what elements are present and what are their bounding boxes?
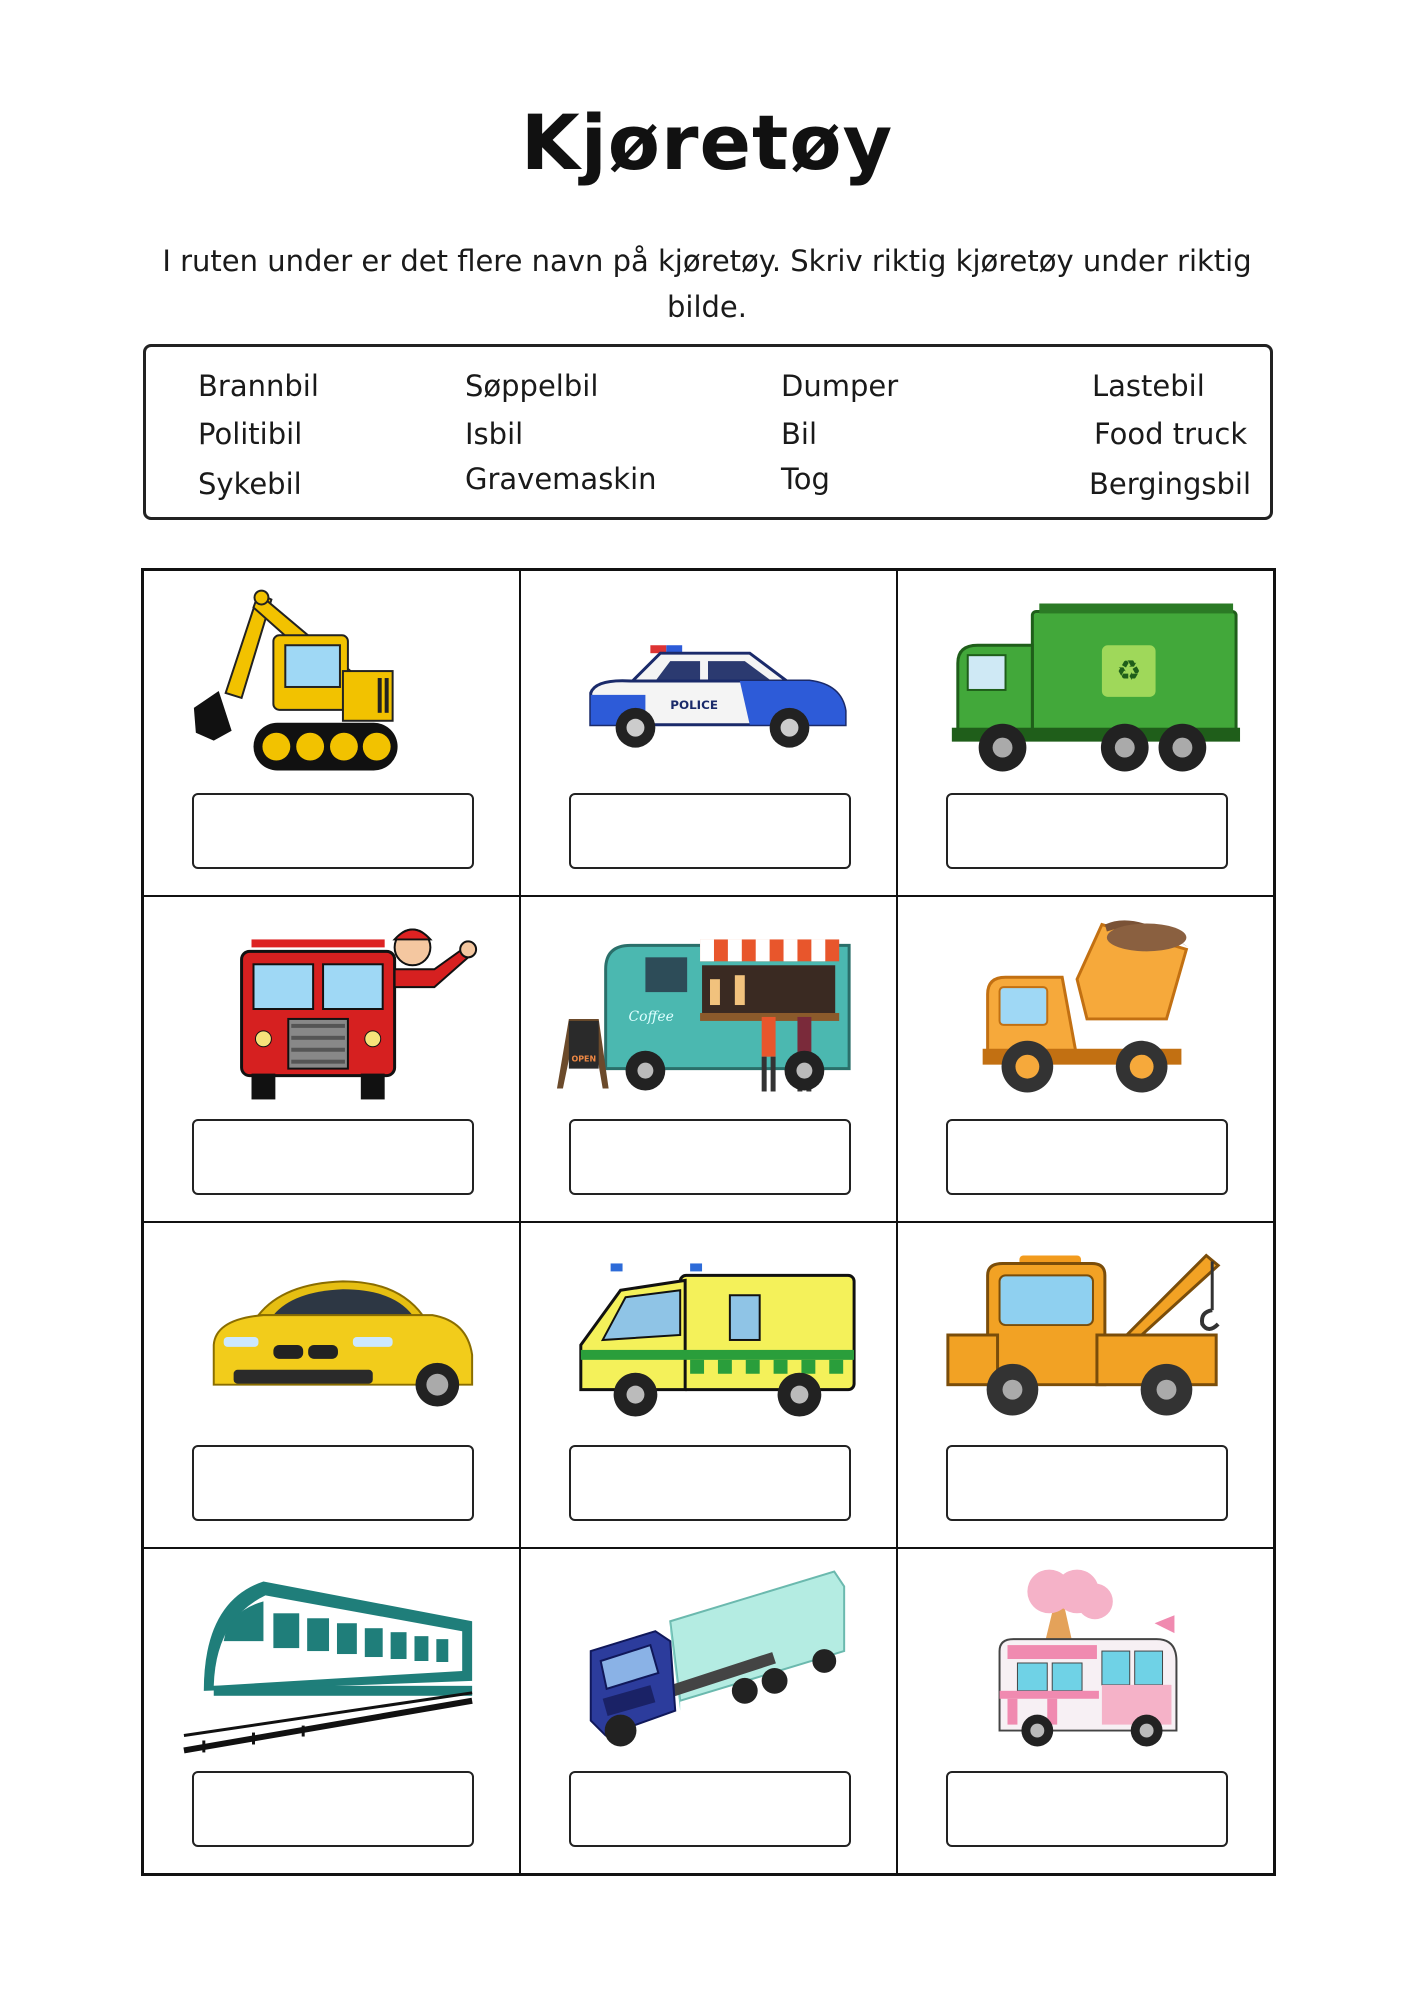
ice-cream-truck-icon [928, 1561, 1246, 1761]
word-bank-word: Gravemaskin [465, 462, 657, 496]
word-bank-word: Bergingsbil [1089, 467, 1252, 501]
garbage-truck-icon [928, 583, 1246, 783]
answer-box[interactable] [569, 1119, 851, 1195]
vehicle-cell [897, 570, 1274, 896]
word-bank-word: Politibil [198, 417, 303, 451]
instructions: I ruten under er det flere navn på kjøretøy. Skriv riktig kjøretøy under riktig bilde. [162, 244, 1252, 324]
vehicle-cell [143, 1222, 520, 1548]
vehicle-cell [143, 570, 520, 896]
vehicle-cell [520, 1222, 897, 1548]
fire-truck-icon [174, 909, 492, 1109]
vehicle-cell [897, 1548, 1274, 1874]
answer-box[interactable] [192, 1445, 474, 1521]
tow-truck-icon [928, 1235, 1246, 1435]
train-icon [174, 1561, 492, 1761]
vehicle-cell [897, 1222, 1274, 1548]
word-bank-word: Bil [781, 417, 818, 451]
food-truck-sign: Coffee [628, 1008, 674, 1025]
answer-box[interactable] [946, 1771, 1228, 1847]
vehicle-cell [143, 1548, 520, 1874]
answer-box[interactable] [569, 1771, 851, 1847]
police-car-icon [551, 583, 869, 783]
excavator-icon [174, 583, 492, 783]
dump-truck-icon [928, 909, 1246, 1109]
ambulance-icon [551, 1235, 869, 1435]
vehicle-cell [897, 896, 1274, 1222]
police-badge: POLICE [670, 697, 718, 712]
word-bank-word: Sykebil [198, 467, 302, 501]
food-truck-icon [551, 909, 869, 1109]
answer-box[interactable] [569, 1445, 851, 1521]
word-bank-word: Isbil [465, 417, 524, 451]
answer-box[interactable] [946, 1119, 1228, 1195]
answer-box[interactable] [569, 793, 851, 869]
answer-box[interactable] [946, 793, 1228, 869]
answer-box[interactable] [192, 1119, 474, 1195]
word-bank-word: Søppelbil [465, 369, 599, 403]
word-bank-word: Brannbil [198, 369, 319, 403]
word-bank [143, 344, 1273, 520]
word-bank-word: Lastebil [1092, 369, 1205, 403]
answer-box[interactable] [946, 1445, 1228, 1521]
vehicle-cell [520, 896, 897, 1222]
vehicle-cell [143, 896, 520, 1222]
semi-truck-icon [551, 1561, 869, 1761]
car-icon [174, 1235, 492, 1435]
vehicle-grid [141, 568, 1276, 1876]
vehicle-cell [520, 1548, 897, 1874]
svg-text:♻: ♻ [1116, 654, 1142, 688]
page-title: Kjøretøy [520, 98, 894, 187]
word-bank-word: Dumper [781, 369, 899, 403]
answer-box[interactable] [192, 793, 474, 869]
word-bank-word: Food truck [1094, 417, 1248, 451]
vehicle-cell [520, 570, 897, 896]
word-bank-word: Tog [781, 462, 830, 496]
open-sign: OPEN [571, 1054, 597, 1064]
answer-box[interactable] [192, 1771, 474, 1847]
